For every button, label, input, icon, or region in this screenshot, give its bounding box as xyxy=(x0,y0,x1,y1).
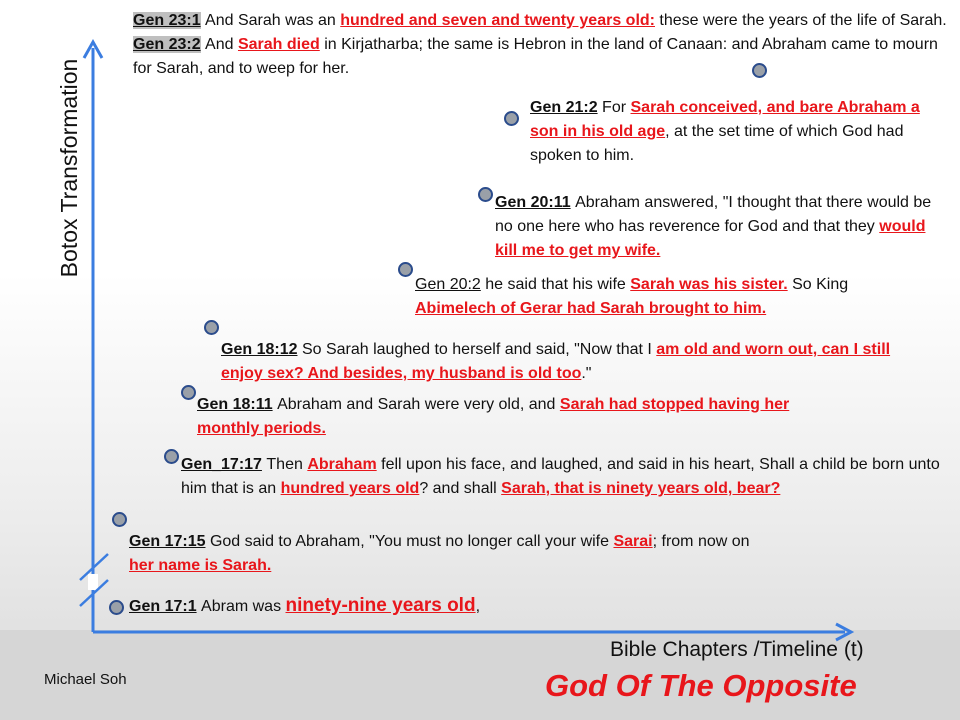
verse-text: , at the set time of which God had spoken to him. xyxy=(530,123,904,164)
verse-text: ? and shall xyxy=(419,480,502,497)
verse-gen-17-15 xyxy=(129,530,899,578)
verse-highlight: Sarah died xyxy=(237,36,320,53)
verse-text: , xyxy=(475,598,481,615)
verse-text: ." xyxy=(581,365,592,382)
verse-reference: Gen 18:11 xyxy=(197,396,273,413)
timeline-dot xyxy=(109,600,124,615)
verse-text: Abram was xyxy=(201,598,286,615)
author-name: Michael Soh xyxy=(44,671,127,688)
verse-gen-17-17 xyxy=(181,453,941,501)
verse-text: in Kirjatharba; the same is Hebron in the land of Canaan: and Abraham came to mourn for Sarah, and to weep for her. xyxy=(133,36,938,77)
verse-text: these were the years of the life of Sarah. xyxy=(654,12,947,29)
verse-text: God said to Abraham, "You must no longer call your wife xyxy=(209,533,614,550)
axis-break-gap xyxy=(88,574,98,590)
verse-reference: Gen 17:1 xyxy=(129,598,197,615)
verse-reference: Gen 21:2 xyxy=(530,99,598,116)
verse-text: And xyxy=(205,36,238,53)
verse-highlight: hundred years old xyxy=(280,480,420,497)
verse-text: For xyxy=(602,99,631,116)
verse-reference: Gen_17:17 xyxy=(181,456,262,473)
verse-reference: Gen 20:11 xyxy=(495,194,571,211)
verse-highlight: Sarah conceived, and bare Abraham a son in his old age xyxy=(530,99,920,140)
timeline-dot xyxy=(112,512,127,527)
verse-text: Abraham answered, "I thought that there would be no one here who has reverence for God and that they xyxy=(495,194,932,235)
verse-highlight: Sarah, that is ninety years old, bear? xyxy=(501,480,781,497)
verse-highlight: her name is Sarah. xyxy=(129,557,272,574)
verse-highlight: am old and worn out, can I still enjoy sex? And besides, my husband is old too xyxy=(221,341,891,382)
timeline-dot xyxy=(181,385,196,400)
verse-text: So Sarah laughed to herself and said, "Now that I xyxy=(301,341,657,358)
timeline-dot xyxy=(478,187,493,202)
slide-title: God Of The Opposite xyxy=(545,668,857,703)
verse-text: he said that his wife xyxy=(485,276,631,293)
verse-highlight: Abimelech of Gerar had Sarah brought to him. xyxy=(415,300,767,317)
verse-gen-21-2 xyxy=(530,96,930,168)
verse-text: Then xyxy=(266,456,308,473)
verse-reference: Gen 23:1 xyxy=(133,12,201,29)
verse-text: Abraham and Sarah were very old, and xyxy=(277,396,560,413)
verse-gen-23-1 xyxy=(133,9,948,81)
verse-text: And Sarah was an xyxy=(205,12,341,29)
verse-reference-2: Gen 23:2 xyxy=(133,36,201,53)
y-axis-label: Botox Transformation xyxy=(56,58,82,278)
verse-gen-18-12 xyxy=(221,338,901,386)
verse-reference: Gen 20:2 xyxy=(415,276,481,293)
verse-reference: Gen 18:12 xyxy=(221,341,298,358)
verse-text: So King xyxy=(787,276,849,293)
verse-highlight: Sarai xyxy=(613,533,653,550)
verse-text: fell upon his face, and laughed, and said in his heart, Shall a child be born unto him that is an xyxy=(181,456,940,497)
x-axis-label: Bible Chapters /Timeline (t) xyxy=(610,638,864,661)
verse-reference: Gen 17:15 xyxy=(129,533,206,550)
verse-highlight: ninety-nine years old xyxy=(285,595,476,616)
verse-highlight: would kill me to get my wife. xyxy=(495,218,926,259)
timeline-dot xyxy=(398,262,413,277)
verse-highlight: Sarah had stopped having her monthly periods. xyxy=(197,396,790,437)
timeline-dot xyxy=(164,449,179,464)
verse-gen-20-2 xyxy=(415,273,905,321)
verse-highlight: Abraham xyxy=(307,456,377,473)
timeline-dot xyxy=(204,320,219,335)
verse-gen-20-11 xyxy=(495,191,940,263)
verse-highlight: Sarah was his sister. xyxy=(630,276,788,293)
verse-gen-18-11 xyxy=(197,393,837,441)
timeline-dot xyxy=(504,111,519,126)
verse-highlight: hundred and seven and twenty years old: xyxy=(340,12,655,29)
verse-gen-17-1 xyxy=(129,594,689,619)
verse-text: ; from now on xyxy=(652,533,750,550)
